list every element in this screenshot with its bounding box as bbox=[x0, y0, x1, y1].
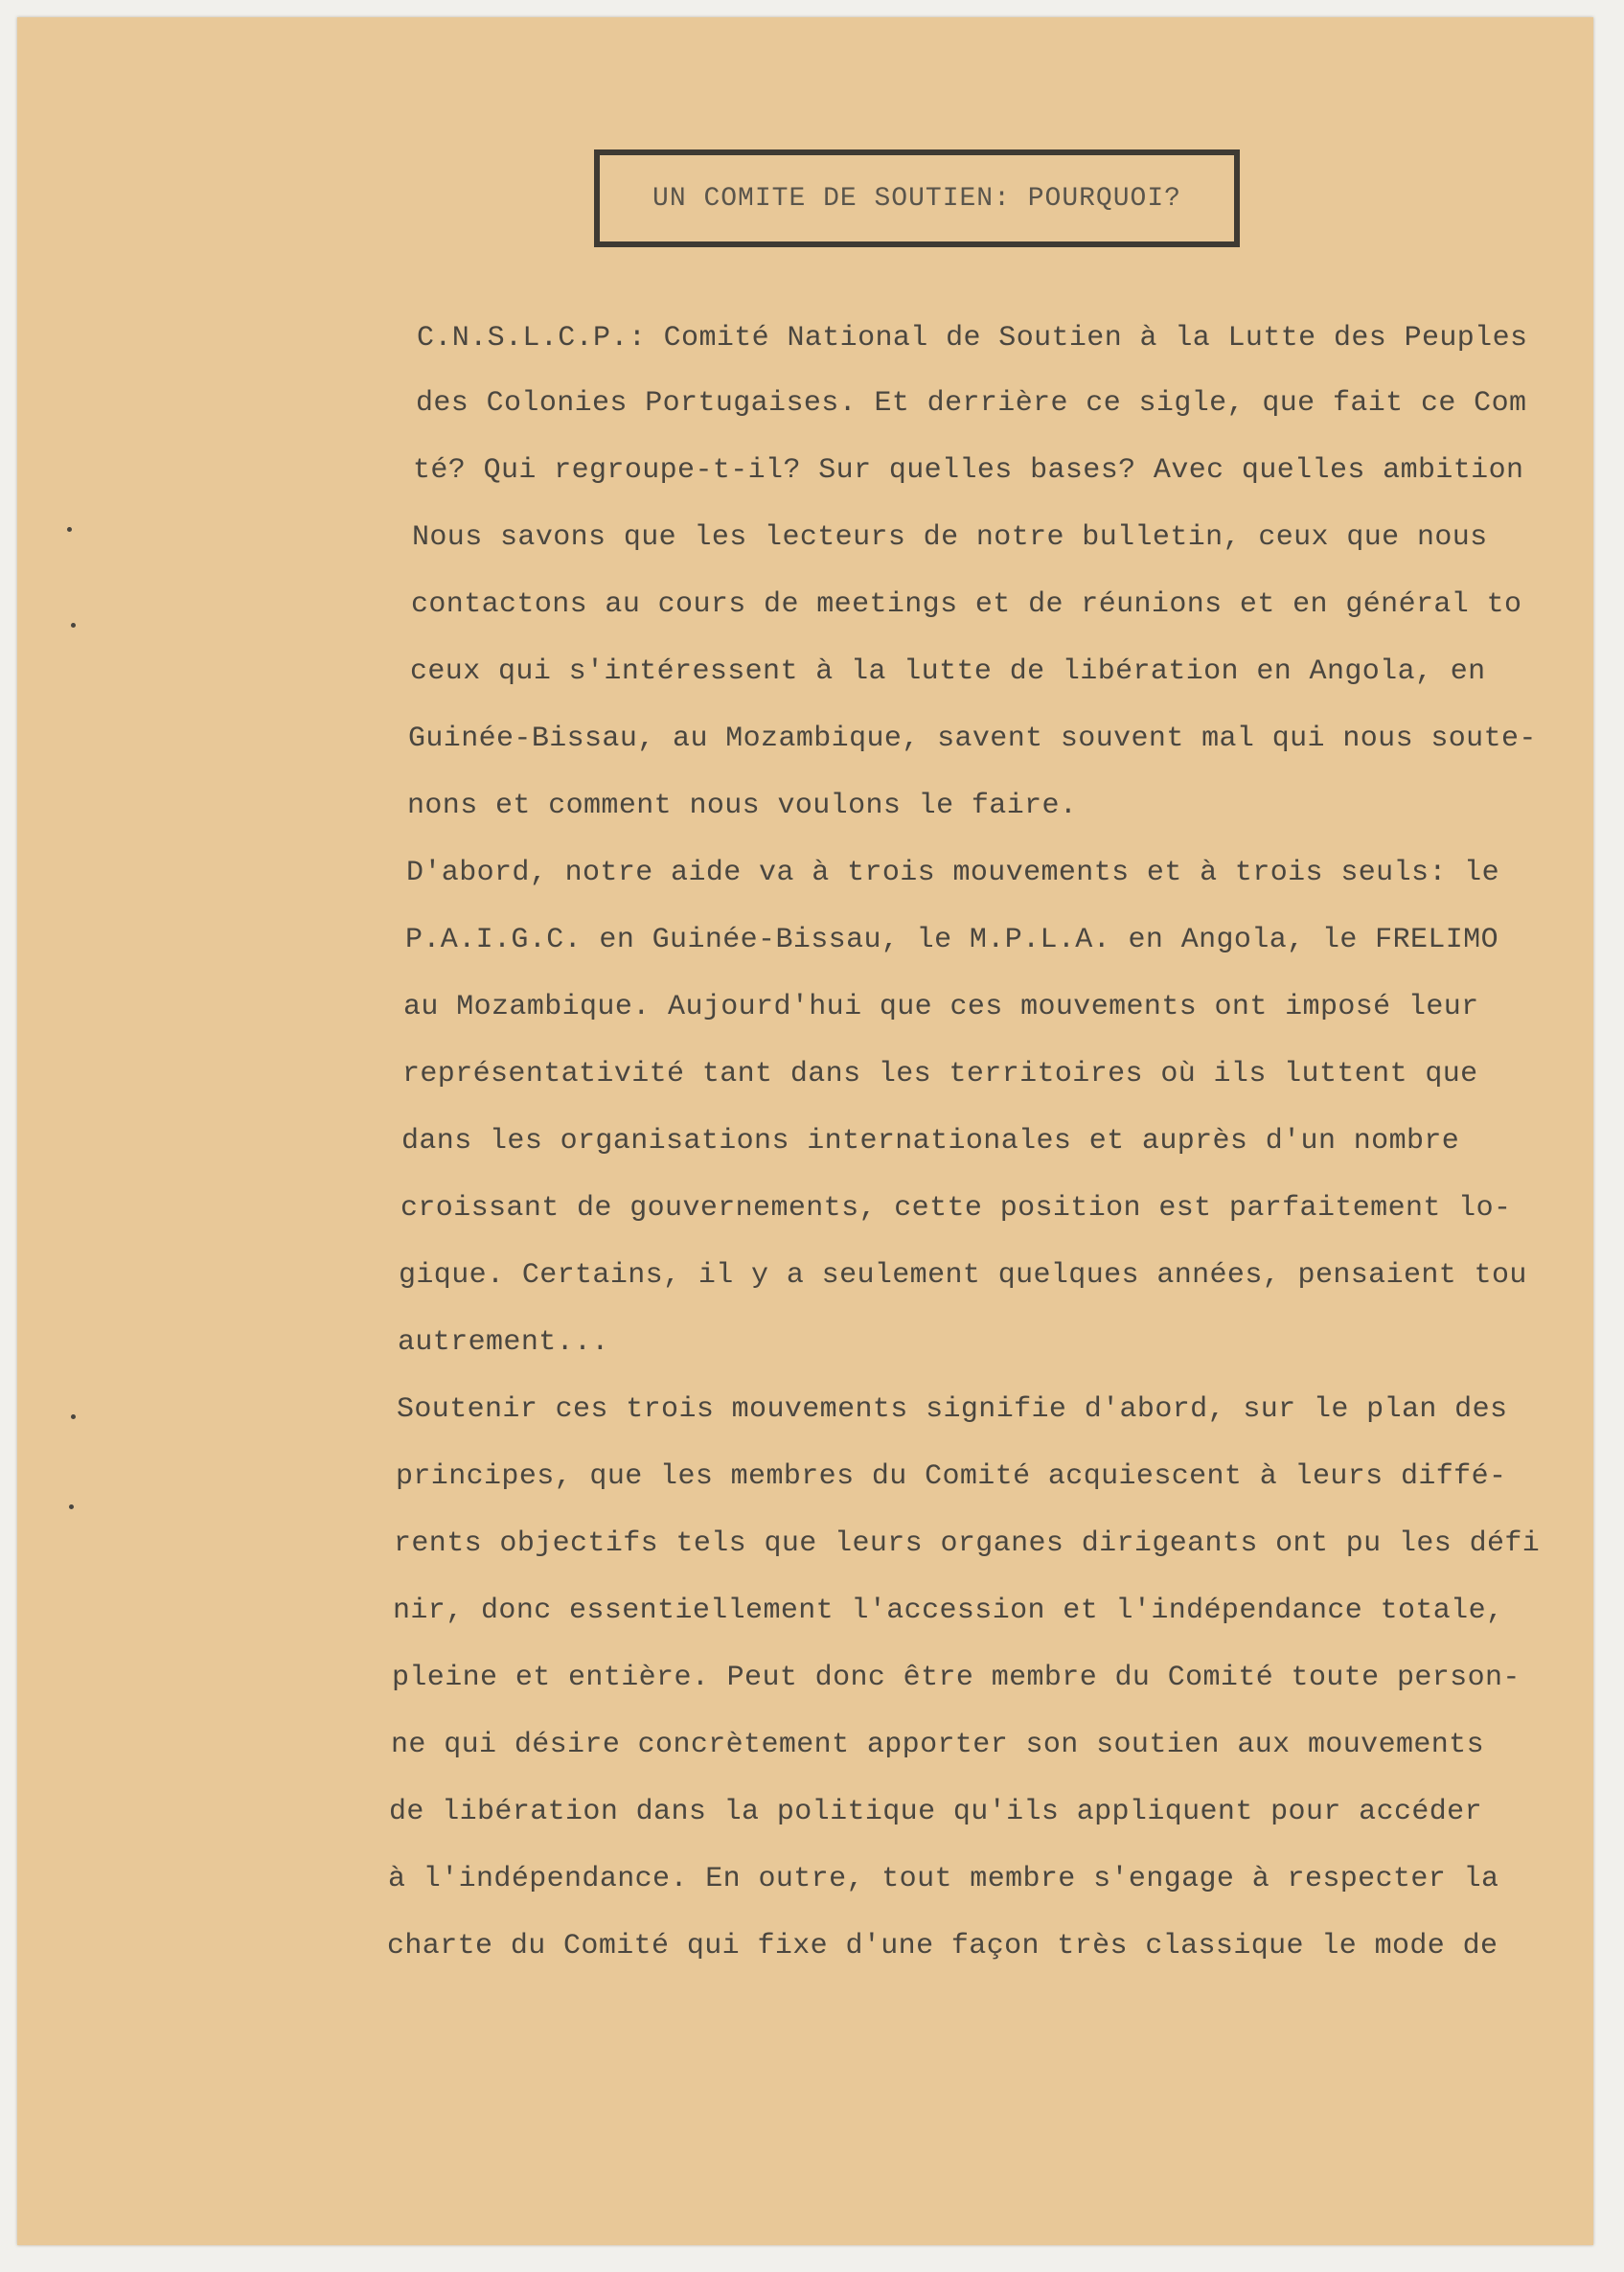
text-line: C.N.S.L.C.P.: Comité National de Soutien à la Lutte des Peuples bbox=[417, 322, 1528, 355]
text-line: Nous savons que les lecteurs de notre bulletin, ceux que nous bbox=[412, 521, 1488, 554]
text-line: principes, que les membres du Comité acquiescent à leurs diffé- bbox=[396, 1460, 1507, 1493]
text-line: dans les organisations internationales et auprès d'un nombre bbox=[401, 1125, 1460, 1158]
text-line: autrement... bbox=[398, 1326, 609, 1359]
text-line: P.A.I.G.C. en Guinée-Bissau, le M.P.L.A. en Angola, le FRELIMO bbox=[405, 924, 1498, 956]
text-line: Soutenir ces trois mouvements signifie d'abord, sur le plan des bbox=[397, 1393, 1508, 1426]
margin-mark bbox=[69, 1504, 74, 1509]
title-box bbox=[594, 149, 1240, 247]
text-line: gique. Certains, il y a seulement quelques années, pensaient tou bbox=[399, 1259, 1527, 1292]
document-title: UN COMITE DE SOUTIEN: POURQUOI? bbox=[652, 183, 1181, 214]
text-line: de libération dans la politique qu'ils appliquent pour accéder bbox=[389, 1796, 1482, 1828]
text-line: ceux qui s'intéressent à la lutte de libération en Angola, en bbox=[410, 655, 1486, 688]
text-line: croissant de gouvernements, cette position est parfaitement lo- bbox=[400, 1192, 1512, 1225]
margin-mark bbox=[71, 1414, 76, 1419]
margin-mark bbox=[71, 623, 76, 628]
text-line: nir, donc essentiellement l'accession et l'indépendance totale, bbox=[393, 1595, 1504, 1627]
text-line: contactons au cours de meetings et de réunions et en général to bbox=[411, 588, 1522, 621]
text-line: à l'indépendance. En outre, tout membre s'engage à respecter la bbox=[388, 1863, 1499, 1895]
text-line: pleine et entière. Peut donc être membre du Comité toute person- bbox=[392, 1662, 1521, 1694]
text-line: représentativité tant dans les territoires où ils luttent que bbox=[402, 1058, 1478, 1090]
text-line: Guinée-Bissau, au Mozambique, savent souvent mal qui nous soute- bbox=[408, 723, 1537, 755]
text-line: té? Qui regroupe-t-il? Sur quelles bases? Avec quelles ambition bbox=[413, 454, 1524, 487]
text-line: au Mozambique. Aujourd'hui que ces mouvements ont imposé leur bbox=[403, 991, 1479, 1023]
text-line: des Colonies Portugaises. Et derrière ce sigle, que fait ce Com bbox=[416, 387, 1527, 420]
text-line: ne qui désire concrètement apporter son soutien aux mouvements bbox=[391, 1729, 1484, 1761]
text-line: charte du Comité qui fixe d'une façon très classique le mode de bbox=[387, 1930, 1498, 1962]
margin-mark bbox=[67, 527, 72, 532]
text-line: nons et comment nous voulons le faire. bbox=[407, 790, 1078, 822]
paper-sheet bbox=[17, 17, 1593, 2245]
text-line: D'abord, notre aide va à trois mouvements et à trois seuls: le bbox=[406, 857, 1499, 889]
text-line: rents objectifs tels que leurs organes dirigeants ont pu les défi bbox=[394, 1527, 1541, 1560]
